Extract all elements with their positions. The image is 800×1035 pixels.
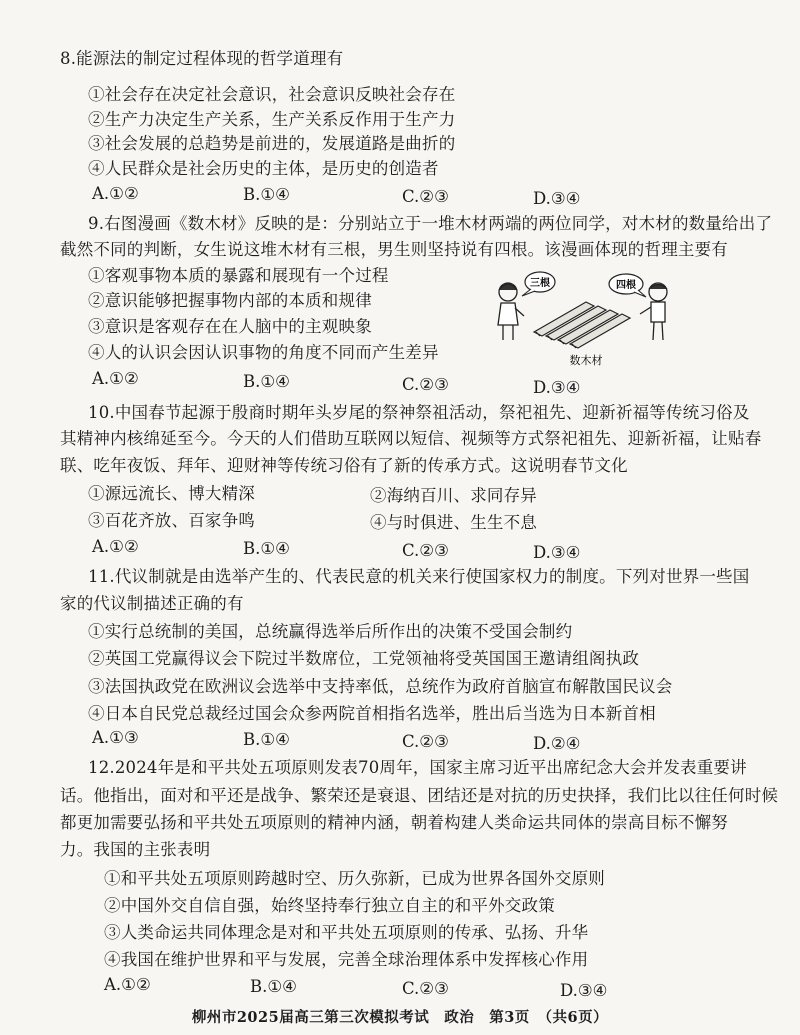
q9-answer-c: C.②③ (402, 375, 449, 394)
q8-stem: 8.能源法的制定过程体现的哲学道理有 (60, 49, 344, 68)
cartoon-counting-timber (486, 270, 686, 370)
q11-item-2: ②英国工党赢得议会下院过半数席位，工党领袖将受英国国王邀请组阁执政 (88, 649, 640, 668)
q12-stem-line-2: 话。他指出，面对和平还是战争、繁荣还是衰退、团结还是对抗的历史抉择，我们比以往任何时候 (60, 786, 779, 805)
q10-item-1: ①源远流长、博大精深 (88, 484, 255, 503)
q12-item-1: ①和平共处五项原则跨越时空、历久弥新，已成为世界各国外交原则 (104, 869, 605, 888)
q11-answer-a: A.①③ (92, 728, 139, 747)
q12-answer-d: D.③④ (560, 981, 608, 1000)
q10-answer-a: A.①② (92, 537, 139, 556)
q8-answer-c: C.②③ (402, 187, 449, 206)
q11-answer-b: B.①④ (243, 730, 290, 749)
q11-item-1: ①实行总统制的美国，总统赢得选举后所作出的决策不受国会制约 (88, 622, 573, 641)
q11-stem-line-1: 11.代议制就是由选举产生的、代表民意的机关来行使国家权力的制度。下列对世界一些国 (88, 567, 750, 586)
q10-item-4: ④与时俱进、生生不息 (370, 513, 537, 532)
q12-item-2: ②中国外交自信自强，始终坚持奉行独立自主的和平外交政策 (104, 896, 555, 915)
q12-answer-c: C.②③ (402, 979, 449, 998)
q11-item-3: ③法国执政党在欧洲议会选举中支持率低，总统作为政府首脑宣布解散国民议会 (88, 677, 673, 696)
cartoon-illustration (486, 270, 686, 370)
q10-answer-c: C.②③ (402, 541, 449, 560)
q12-stem-line-1: 12.2024年是和平共处五项原则发表70周年，国家主席习近平出席纪念大会并发表重要讲 (88, 758, 747, 777)
q12-item-4: ④我国在维护世界和平与发展，完善全球治理体系中发挥核心作用 (104, 950, 589, 969)
timber-pile (534, 302, 630, 348)
q11-stem-line-2: 家的代议制描述正确的有 (60, 594, 244, 613)
q11-item-4: ④日本自民党总裁经过国会众参两院首相指名选举，胜出后当选为日本新首相 (88, 704, 656, 723)
q11-answer-c: C.②③ (402, 732, 449, 751)
q8-item-4: ④人民群众是社会历史的主体，是历史的创造者 (88, 159, 439, 178)
q9-answer-d: D.③④ (533, 378, 581, 397)
q12-stem-line-3: 都更加需要弘扬和平共处五项原则的精神内涵，朝着构建人类命运共同体的崇高目标不懈努 (60, 813, 728, 832)
page-footer: 柳州市2025届高三第三次模拟考试 政治 第3页 （共6页） (191, 1009, 609, 1026)
q10-stem-line-1: 10.中国春节起源于殷商时期年头岁尾的祭神祭祖活动，祭祀祖先、迎新祈福等传统习俗及 (88, 403, 750, 422)
boy-figure (640, 283, 667, 340)
q10-item-2: ②海纳百川、求同存异 (370, 486, 537, 505)
bubble-left-text: 三根 (530, 278, 550, 289)
q10-answer-d: D.③④ (533, 543, 581, 562)
q9-item-4: ④人的认识会因认识事物的角度不同而产生差异 (88, 343, 439, 362)
q8-answer-a: A.①② (92, 184, 139, 203)
q9-answer-a: A.①② (92, 369, 139, 388)
q9-stem-line-1: 9.右图漫画《数木材》反映的是：分别站立于一堆木材两端的两位同学，对木材的数量给出了 (88, 214, 773, 233)
q11-answer-d: D.②④ (533, 734, 581, 753)
q12-answer-a: A.①② (104, 975, 151, 994)
q10-stem-line-3: 联、吃年夜饭、拜年、迎财神等传统习俗有了新的传承方式。这说明春节文化 (60, 456, 628, 475)
bubble-right-text: 四根 (616, 280, 636, 291)
q12-answer-b: B.①④ (250, 977, 297, 996)
q9-item-2: ②意识能够把握事物内部的本质和规律 (88, 291, 372, 310)
q8-item-3: ③社会发展的总趋势是前进的，发展道路是曲折的 (88, 134, 456, 153)
q8-answer-d: D.③④ (533, 189, 581, 208)
q9-stem-line-2: 截然不同的判断，女生说这堆木材有三根，男生则坚持说有四根。该漫画体现的哲理主要有 (60, 240, 728, 259)
q10-stem-line-2: 其精神内核绵延至今。今天的人们借助互联网以短信、视频等方式祭祀祖先、迎新祈福，让贴春 (60, 429, 762, 448)
q12-item-3: ③人类命运共同体理念是对和平共处五项原则的传承、弘扬、升华 (104, 923, 589, 942)
q8-answer-b: B.①④ (243, 185, 290, 204)
q8-item-1: ①社会存在决定社会意识，社会意识反映社会存在 (88, 85, 456, 104)
q10-answer-b: B.①④ (243, 539, 290, 558)
cartoon-caption: 数木材 (569, 354, 603, 367)
girl-figure (498, 283, 524, 340)
q12-stem-line-4: 力。我国的主张表明 (60, 840, 211, 859)
q9-answer-b: B.①④ (243, 372, 290, 391)
q10-item-3: ③百花齐放、百家争鸣 (88, 511, 255, 530)
q9-item-1: ①客观事物本质的暴露和展现有一个过程 (88, 266, 389, 285)
q8-item-2: ②生产力决定生产关系，生产关系反作用于生产力 (88, 110, 456, 129)
q9-item-3: ③意识是客观存在在人脑中的主观映象 (88, 317, 372, 336)
